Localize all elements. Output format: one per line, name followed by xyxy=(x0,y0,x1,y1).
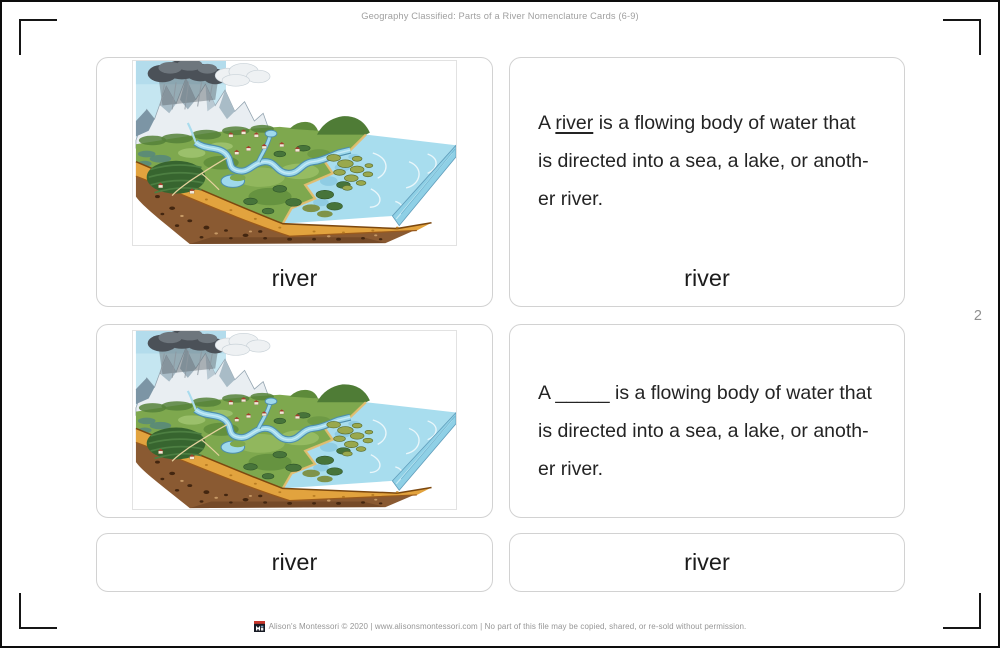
definition-line-3: er river. xyxy=(538,458,604,480)
river-landscape-illustration xyxy=(133,331,456,509)
page-number: 2 xyxy=(973,308,982,324)
picture-card-with-label xyxy=(96,57,493,307)
definition-line-3: er river. xyxy=(538,188,604,210)
river-landscape-illustration xyxy=(133,61,456,245)
crop-mark-top-right xyxy=(943,19,981,55)
footer xyxy=(0,621,1000,632)
label-card-right xyxy=(509,533,905,592)
underlined-term: river xyxy=(555,112,594,134)
picture-card-no-label xyxy=(96,324,493,518)
card-label: river xyxy=(271,549,318,575)
definition-card-with-blank xyxy=(509,324,905,518)
crop-mark-top-left xyxy=(19,19,57,55)
river-illustration-frame xyxy=(132,330,457,510)
definition-line-2: is directed into a sea, a lake, or anoth- xyxy=(538,420,869,442)
page-title: Geography Classified: Parts of a River Nomenclature Cards (6-9) xyxy=(361,11,639,21)
definition-card-with-label xyxy=(509,57,905,307)
definition-line-1: A _____ is a flowing body of water that xyxy=(538,382,872,404)
blank-line: _____ xyxy=(555,382,610,404)
footer-text: Alison's Montessori © 2020 | www.alisonsmontessori.com | No part of this file may be copied, shared, or re-sold without permission. xyxy=(268,622,747,631)
card-label: river xyxy=(684,265,730,291)
card-label: river xyxy=(271,265,318,291)
definition-line-1: A river is a flowing body of water that xyxy=(538,112,856,134)
alisons-montessori-logo-icon xyxy=(254,621,265,632)
label-card-left xyxy=(96,533,493,592)
card-label: river xyxy=(684,549,730,575)
definition-text xyxy=(538,374,872,488)
definition-text xyxy=(538,104,869,218)
definition-line-2: is directed into a sea, a lake, or anoth- xyxy=(538,150,869,172)
river-illustration-frame xyxy=(132,60,457,246)
